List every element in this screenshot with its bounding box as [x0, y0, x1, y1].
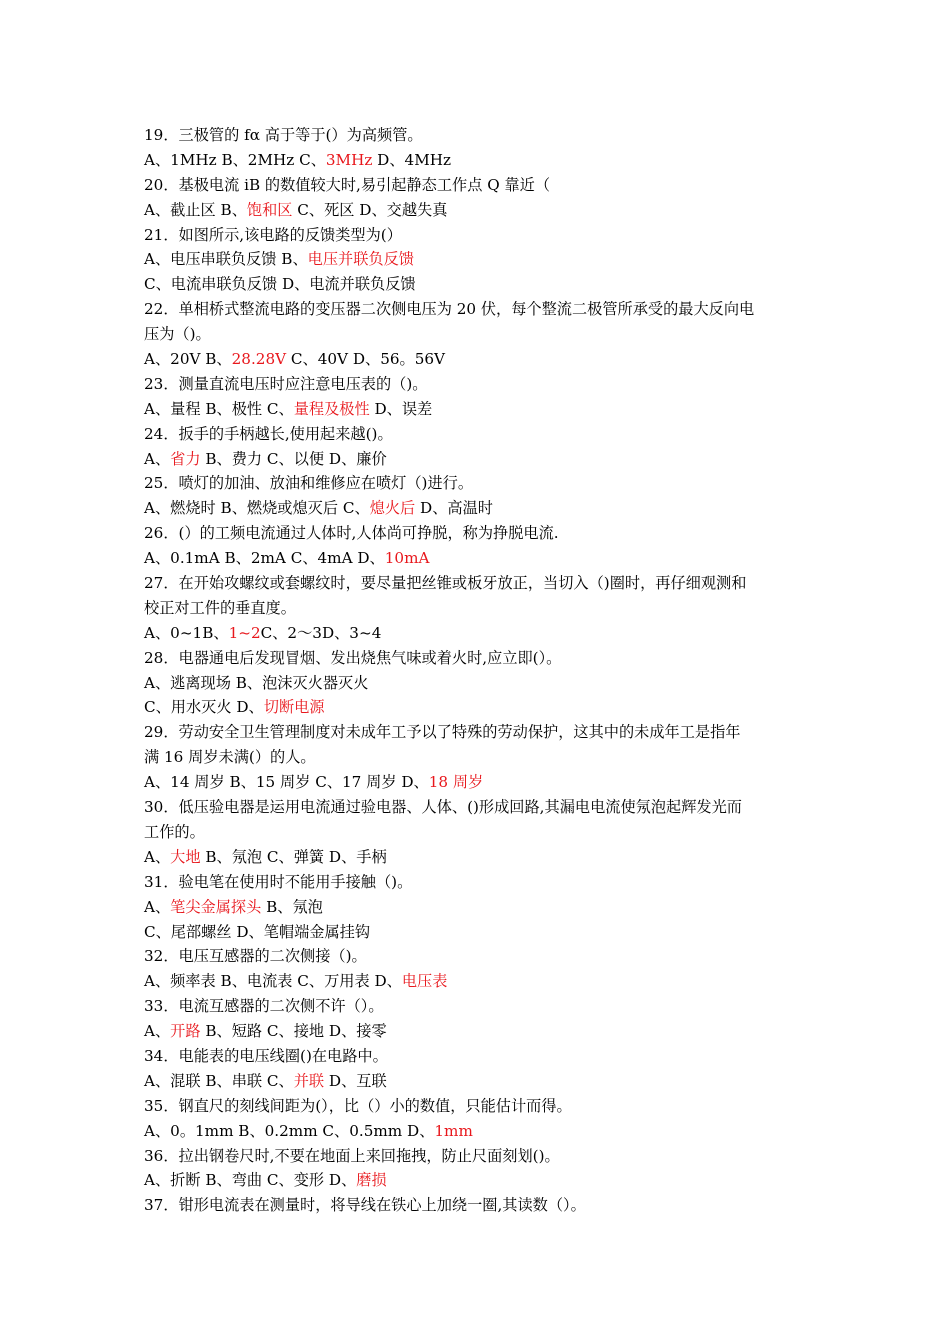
text-line — [144, 720, 808, 745]
text-line — [144, 1193, 808, 1218]
line-text: B、氖泡 — [261, 897, 323, 916]
answer-highlight: 并联 — [293, 1071, 325, 1090]
text-line — [144, 422, 808, 447]
answer-highlight: 3MHz — [325, 150, 373, 169]
line-text: 28．电器通电后发现冒烟、发出烧焦气味或着火时,应立即(）。 — [144, 648, 562, 667]
line-text: 23．测量直流电压时应注意电压表的（)。 — [144, 374, 428, 393]
answer-highlight: 量程及极性 — [293, 399, 370, 418]
line-text: C、电流串联负反馈 D、电流并联负反馈 — [144, 275, 416, 294]
answer-highlight: 熄火后 — [369, 499, 416, 518]
line-text: A、逃离现场 B、泡沫灭火器灭火 — [144, 673, 369, 692]
line-text: D、互联 — [324, 1071, 387, 1090]
text-line — [144, 1094, 808, 1119]
line-text: 25．喷灯的加油、放油和维修应在喷灯（)进行。 — [144, 474, 474, 493]
text-line — [144, 223, 808, 248]
text-line — [144, 272, 808, 297]
text-line — [144, 994, 808, 1019]
line-text: A、电压串联负反馈 B、 — [144, 250, 308, 269]
answer-highlight: 大地 — [170, 847, 201, 866]
text-line — [144, 198, 808, 223]
answer-highlight: 电压表 — [401, 972, 448, 991]
line-text: C、2～3D、3~4 — [260, 623, 382, 642]
line-text: 24．扳手的手柄越长,使用起来越()。 — [144, 424, 393, 443]
line-text: 19．三极管的 fα 高于等于(）为高频管。 — [144, 126, 423, 144]
line-text: B、氖泡 C、弹簧 D、手柄 — [200, 847, 387, 866]
text-line — [144, 471, 808, 496]
text-line — [144, 1044, 808, 1069]
text-line — [144, 596, 808, 621]
text-line — [144, 347, 808, 372]
text-line — [144, 745, 808, 770]
text-line — [144, 521, 808, 546]
line-text: C、尾部螺丝 D、笔帽端金属挂钩 — [144, 922, 371, 941]
text-line — [144, 845, 808, 870]
line-text: B、短路 C、接地 D、接零 — [200, 1022, 387, 1041]
line-text: A、 — [144, 847, 171, 866]
line-text: C、40V D、56。56V — [286, 350, 446, 369]
answer-highlight: 电压并联负反馈 — [307, 250, 414, 269]
question-list — [144, 123, 808, 1218]
text-line — [144, 496, 808, 521]
line-text: 满 16 周岁未满(）的人。 — [144, 748, 316, 767]
line-text: D、误差 — [369, 399, 433, 418]
line-text: A、1MHz B、2MHz C、 — [144, 150, 326, 169]
line-text: 20．基极电流 iB 的数值较大时,易引起静态工作点 Q 靠近（ — [144, 175, 551, 194]
line-text: 37．钳形电流表在测量时，将导线在铁心上加绕一圈,其读数（）。 — [144, 1196, 586, 1215]
line-text: 35．钢直尺的刻线间距为(），比（）小的数值，只能估计而得。 — [144, 1096, 572, 1115]
text-line — [144, 1144, 808, 1169]
answer-highlight: 28.28V — [231, 350, 287, 369]
text-line — [144, 969, 808, 994]
answer-highlight: 磨损 — [356, 1171, 387, 1190]
line-text: A、20V B、 — [144, 350, 232, 369]
text-line — [144, 671, 808, 696]
text-line — [144, 571, 808, 596]
line-text: 工作的。 — [144, 822, 205, 841]
text-line — [144, 247, 808, 272]
line-text: A、燃烧时 B、燃烧或熄灭后 C、 — [144, 499, 370, 518]
line-text: A、截止区 B、 — [144, 200, 247, 219]
text-line — [144, 621, 808, 646]
line-text: 校正对工件的垂直度。 — [144, 598, 296, 617]
text-line — [144, 322, 808, 347]
answer-highlight: 切断电源 — [263, 698, 325, 717]
line-text: 22．单相桥式整流电路的变压器二次侧电压为 20 伏，每个整流二极管所承受的最大反向电 — [144, 300, 755, 319]
text-line — [144, 646, 808, 671]
line-text: 29．劳动安全卫生管理制度对未成年工予以了特殊的劳动保护，这其中的未成年工是指年 — [144, 723, 741, 742]
text-line — [144, 944, 808, 969]
line-text: 32．电压互感器的二次侧接（)。 — [144, 947, 367, 966]
line-text: A、 — [144, 449, 171, 468]
text-line — [144, 1019, 808, 1044]
line-text: A、混联 B、串联 C、 — [144, 1071, 294, 1090]
text-line — [144, 1168, 808, 1193]
answer-highlight: 笔尖金属探头 — [170, 897, 262, 916]
line-text: 27．在开始攻螺纹或套螺纹时，要尽量把丝锥或板牙放正，当切入（)圈时，再仔细观测和 — [144, 574, 747, 593]
line-text: B、费力 C、以便 D、廉价 — [200, 449, 387, 468]
line-text: 36．拉出钢卷尺时,不要在地面上来回拖拽，防止尺面刻划()。 — [144, 1146, 560, 1165]
answer-highlight: 开路 — [170, 1022, 201, 1041]
text-line — [144, 372, 808, 397]
text-line — [144, 820, 808, 845]
text-line — [144, 870, 808, 895]
text-line — [144, 1119, 808, 1144]
answer-highlight: 省力 — [170, 449, 201, 468]
line-text: 21．如图所示,该电路的反馈类型为(） — [144, 225, 402, 244]
text-line — [144, 695, 808, 720]
text-line — [144, 447, 808, 472]
text-line — [144, 123, 808, 148]
line-text: A、0.1mA B、2mA C、4mA D、 — [144, 549, 385, 568]
text-line — [144, 173, 808, 198]
line-text: C、死区 D、交越失真 — [292, 200, 448, 219]
line-text: A、 — [144, 1022, 171, 1041]
answer-highlight: 18 周岁 — [428, 773, 484, 792]
line-text: 31．验电笔在使用时不能用手接触（)。 — [144, 872, 413, 891]
line-text: 压为（)。 — [144, 325, 211, 344]
line-text: D、高温时 — [415, 499, 493, 518]
line-text: 34．电能表的电压线圈()在电路中。 — [144, 1046, 388, 1065]
text-line — [144, 397, 808, 422]
text-line — [144, 148, 808, 173]
line-text: A、0。1mm B、0.2mm C、0.5mm D、 — [144, 1121, 435, 1140]
line-text: A、量程 B、极性 C、 — [144, 399, 294, 418]
line-text: 30．低压验电器是运用电流通过验电器、人体、()形成回路,其漏电电流使氖泡起辉发光而 — [144, 798, 742, 817]
text-line — [144, 297, 808, 322]
text-line — [144, 795, 808, 820]
line-text: A、 — [144, 897, 171, 916]
line-text: A、0~1B、 — [144, 623, 229, 642]
text-line — [144, 1069, 808, 1094]
line-text: A、折断 B、弯曲 C、变形 D、 — [144, 1171, 357, 1190]
answer-highlight: 饱和区 — [246, 200, 293, 219]
line-text: 33．电流互感器的二次侧不许（）。 — [144, 997, 384, 1016]
line-text: A、14 周岁 B、15 周岁 C、17 周岁 D、 — [144, 773, 429, 792]
text-line — [144, 546, 808, 571]
line-text: A、频率表 B、电流表 C、万用表 D、 — [144, 972, 402, 991]
answer-highlight: 1~2 — [228, 623, 261, 642]
line-text: D、4MHz — [372, 150, 452, 169]
text-line — [144, 770, 808, 795]
text-line — [144, 895, 808, 920]
answer-highlight: 1mm — [434, 1121, 473, 1140]
line-text: C、用水灭火 D、 — [144, 698, 264, 717]
text-line — [144, 920, 808, 945]
answer-highlight: 10mA — [384, 549, 430, 568]
line-text: 26．(）的工频电流通过人体时,人体尚可挣脱，称为挣脱电流. — [144, 524, 559, 543]
